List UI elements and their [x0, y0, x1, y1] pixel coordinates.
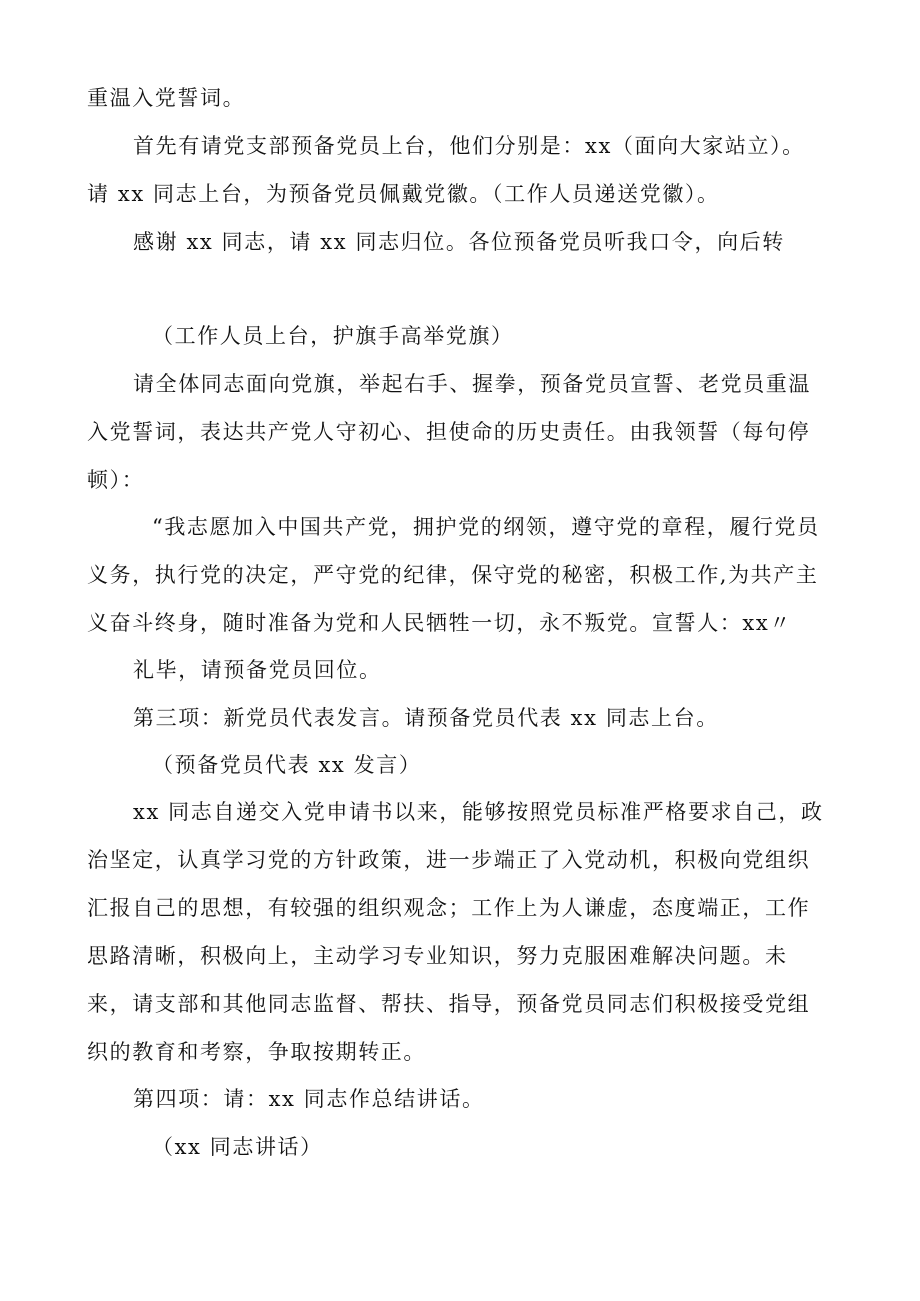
text-line-21: 第四项：请：xx 同志作总结讲话。 — [133, 1087, 485, 1111]
text-line-14: （预备党员代表 xx 发言） — [152, 753, 422, 777]
text-line-12: 礼毕，请预备党员回位。 — [133, 658, 382, 682]
text-line-13: 第三项：新党员代表发言。请预备党员代表 xx 同志上台。 — [133, 706, 719, 730]
text-line-9: “我志愿加入中国共产党，拥护党的纲领，遵守党的章程，履行党员 — [152, 515, 820, 539]
text-line-22: （xx 同志讲话） — [152, 1135, 323, 1159]
text-line-16: 治坚定，认真学习党的方针政策，进一步端正了入党动机，积极向党组织 — [87, 848, 811, 872]
text-line-8: 顿）： — [87, 468, 145, 492]
text-line-5: （工作人员上台，护旗手高举党旗） — [152, 324, 514, 348]
text-line-18: 思路清晰，积极向上，主动学习专业知识，努力克服困难解决问题。未 — [87, 944, 788, 968]
text-line-6: 请全体同志面向党旗，举起右手、握拳，预备党员宣誓、老党员重温 — [133, 372, 811, 396]
text-line-3: 请 xx 同志上台，为预备党员佩戴党徽。（工作人员递送党徽）。 — [87, 182, 720, 206]
text-line-1: 重温入党誓词。 — [87, 86, 246, 110]
text-line-7: 入党誓词，表达共产党人守初心、担使命的历史责任。由我领誓（每句停 — [87, 420, 811, 444]
text-line-17: 汇报自己的思想，有较强的组织观念；工作上为人谦虚，态度端正，工作 — [87, 896, 811, 920]
text-line-20: 织的教育和考察，争取按期转正。 — [87, 1040, 426, 1064]
text-line-15: xx 同志自递交入党申请书以来，能够按照党员标准严格要求自己，政 — [133, 800, 824, 824]
text-line-19: 来，请支部和其他同志监督、帮扶、指导，预备党员同志们积极接受党组 — [87, 992, 811, 1016]
text-line-10: 义务，执行党的决定，严守党的纪律，保守党的秘密，积极工作,为共产主 — [87, 563, 819, 587]
text-line-11: 义奋斗终身，随时准备为党和人民牺牲一切，永不叛党。宣誓人：xx〃 — [87, 611, 792, 635]
text-line-4: 感谢 xx 同志，请 xx 同志归位。各位预备党员听我口令，向后转 — [133, 230, 785, 254]
text-line-2: 首先有请党支部预备党员上台，他们分别是：xx（面向大家站立）。 — [133, 134, 805, 158]
